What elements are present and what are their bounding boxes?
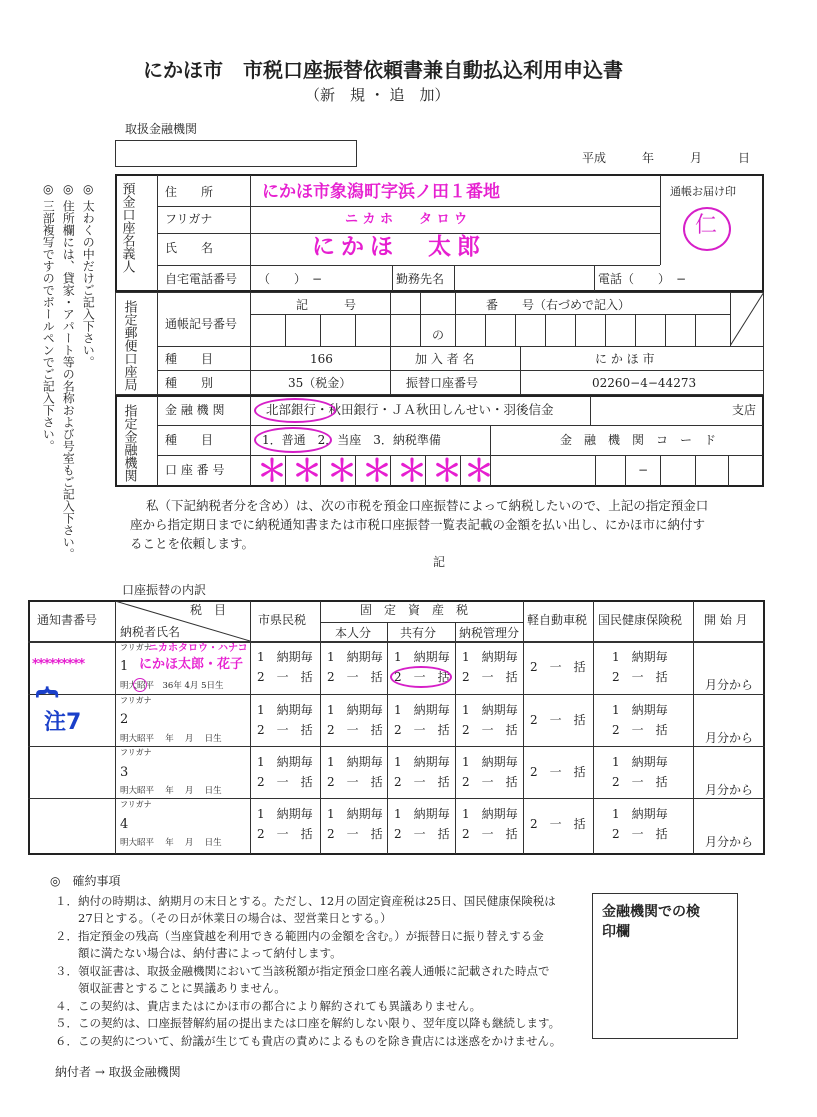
row2-col4-ikkatsu[interactable]: 2 一 括	[462, 723, 518, 737]
row3-furigana-label: フリガナ	[120, 748, 152, 757]
terms-item-2: 27日とする。（その日が休業日の場合は、翌営業日とする。）	[55, 911, 392, 925]
row3-era: 明大昭平 年 月 日生	[120, 786, 222, 796]
row2-furigana-label: フリガナ	[120, 696, 152, 705]
date-label: 平成 年 月 日	[582, 151, 751, 165]
kanri-header: 納税管理分	[459, 626, 520, 640]
row1-kokuho-nouki[interactable]: 1 納期毎	[612, 650, 668, 664]
row3-col3-nouki[interactable]: 1 納期毎	[394, 755, 450, 769]
kaishi-header: 開 始 月	[704, 613, 748, 627]
terms-item-4: 額に満たない場合は、納付書によって納付します。	[55, 946, 342, 960]
account-types: 1．普通 2．当座 3．納税準備	[262, 433, 441, 447]
row3-kokuho-ikkatsu[interactable]: 2 一 括	[612, 775, 668, 789]
postal-slash	[730, 292, 764, 346]
terms-item-3: ２．指定預金の残高（当座貸越を利用できる範囲内の金額を含む。）が振替日に振り替えする金	[55, 929, 544, 943]
row1-col2-nouki[interactable]: 1 納期毎	[327, 650, 383, 664]
row1-col1-ikkatsu[interactable]: 2 一 括	[257, 670, 313, 684]
phone-label: 自宅電話番号	[165, 272, 238, 286]
terms-title: ◎ 確約事項	[50, 874, 121, 888]
work-label: 勤務先名	[396, 272, 445, 286]
kotei-header: 固 定 資 産 税	[360, 603, 469, 617]
transfer-title: 口座振替の内訳	[122, 583, 207, 597]
row1-col3-ikkatsu[interactable]: 2 一 括	[394, 670, 450, 684]
kana-value[interactable]: ニ カ ホ タ ロ ウ	[345, 212, 468, 227]
side-note-2: ◎ 住所欄には、貸家・アパート等の名称および号室もご記入下さい。	[61, 182, 76, 560]
row2-era: 明大昭平 年 月 日生	[120, 734, 222, 744]
type-circle	[254, 427, 332, 453]
row2-col3-nouki[interactable]: 1 納期毎	[394, 703, 450, 717]
name-label: 氏 名	[165, 241, 214, 255]
row3-start-month[interactable]: 月分から	[705, 783, 754, 797]
row1-col2-ikkatsu[interactable]: 2 一 括	[327, 670, 383, 684]
phone-value[interactable]: （ ） −	[258, 272, 323, 286]
row1-furigana-label: フリガナ	[120, 643, 152, 652]
side-note-3: ◎ 三部複写ですのでボールペンでご記入下さい。	[41, 182, 56, 452]
row4-start-month[interactable]: 月分から	[705, 835, 754, 849]
acct-star-5: ＊	[397, 454, 427, 489]
nozeisha-header: 納税者氏名	[120, 625, 181, 639]
row2-keijidosha[interactable]: 2 一 括	[530, 713, 586, 727]
acct-star-7: ＊	[464, 454, 494, 489]
row4-keijidosha[interactable]: 2 一 括	[530, 817, 586, 831]
row4-kokuho-ikkatsu[interactable]: 2 一 括	[612, 827, 668, 841]
row1-kana: ニカホタロウ・ハナコ	[148, 643, 248, 654]
row1-stars: *********	[32, 657, 85, 672]
row1-kokuho-ikkatsu[interactable]: 2 一 括	[612, 670, 668, 684]
kanyu-value: に か ほ 市	[595, 352, 655, 366]
acct-star-2: ＊	[292, 454, 322, 489]
row4-era: 明大昭平 年 月 日生	[120, 838, 222, 848]
row4-col3-nouki[interactable]: 1 納期毎	[394, 807, 450, 821]
holder-section-label: 預金口座名義人	[119, 182, 135, 273]
row1-keijidosha[interactable]: 2 一 括	[530, 660, 586, 674]
row3-col1-nouki[interactable]: 1 納期毎	[257, 755, 313, 769]
seal-char: 仁	[695, 213, 718, 238]
stamp-label: 金融機関での検印欄	[602, 904, 700, 940]
statement-line-1: 私（下記納税者分を含め）は、次の市税を預金口座振替によって納税したいので、上記の指定預金口	[146, 498, 709, 513]
kyouyu-ikkatsu-circle	[390, 666, 452, 688]
terms-item-8: ５．この契約は、口座振替解約届の提出または口座を解約しない限り、翌年度以降も継続します。	[55, 1016, 561, 1030]
addr-value[interactable]: にかほ市象潟町字浜ノ田１番地	[262, 182, 500, 202]
row4-furigana-label: フリガナ	[120, 800, 152, 809]
number-label: 口 座 番 号	[165, 463, 225, 477]
row2-kokuho-nouki[interactable]: 1 納期毎	[612, 703, 668, 717]
row4-kokuho-nouki[interactable]: 1 納期毎	[612, 807, 668, 821]
acct-star-3: ＊	[327, 454, 357, 489]
statement-line-2: 座から指定期日までに納税通知書または市税口座振替一覧表記載の金額を払い出し、にかほ市に納付す	[130, 517, 706, 532]
row4-col4-nouki[interactable]: 1 納期毎	[462, 807, 518, 821]
row1-start-month[interactable]: 月分から	[705, 678, 754, 692]
row3-num: 3	[120, 765, 129, 780]
row1-col4-ikkatsu[interactable]: 2 一 括	[462, 670, 518, 684]
postal-section-label: 指定郵便口座局	[121, 300, 137, 391]
tsuchi-header: 通知書番号	[37, 613, 98, 627]
furikae-label: 振替口座番号	[406, 376, 479, 390]
bank-label: 取扱金融機関	[125, 122, 198, 136]
row4-col4-ikkatsu[interactable]: 2 一 括	[462, 827, 518, 841]
row3-col4-ikkatsu[interactable]: 2 一 括	[462, 775, 518, 789]
row2-col1-nouki[interactable]: 1 納期毎	[257, 703, 313, 717]
addr-label: 住 所	[165, 185, 214, 199]
note-7: 注7	[44, 710, 82, 735]
row3-kokuho-nouki[interactable]: 1 納期毎	[612, 755, 668, 769]
page-subtitle: （新 規 ・ 追 加）	[305, 86, 450, 104]
shiminzei-header: 市県民税	[258, 613, 307, 627]
shubetsu-label: 種 別	[165, 376, 214, 390]
bank-shumoku-label: 種 目	[165, 433, 214, 447]
shumoku-value: 166	[310, 352, 333, 366]
row2-col4-nouki[interactable]: 1 納期毎	[462, 703, 518, 717]
banks-list: 北部銀行・秋田銀行・ＪＡ秋田しんせい・羽後信金	[266, 402, 554, 417]
terms-item-9: ６．この契約について、紛議が生じても貴店の責めによるものを除き貴店には迷惑をかけません。	[55, 1034, 562, 1048]
terms-item-1: １．納付の時期は、納期月の末日とする。ただし、12月の固定資産税は25日、国民健康保険税は	[55, 894, 556, 908]
row1-col4-nouki[interactable]: 1 納期毎	[462, 650, 518, 664]
no-char: の	[432, 328, 445, 342]
bangou-label: 番 号（右づめで記入）	[486, 298, 631, 312]
zeimoku-header: 税 目	[190, 603, 227, 617]
statement-line-3: ることを依頼します。	[130, 536, 255, 551]
acct-star-4: ＊	[362, 454, 392, 489]
code-dash: −	[638, 463, 649, 477]
row1-name: にかほ太郎・花子	[139, 657, 244, 672]
row4-col1-ikkatsu[interactable]: 2 一 括	[257, 827, 313, 841]
note-brace: }	[32, 683, 61, 701]
row2-col2-ikkatsu[interactable]: 2 一 括	[327, 723, 383, 737]
row1-col3-nouki[interactable]: 1 納期毎	[394, 650, 450, 664]
bank-circle	[254, 398, 336, 423]
row1-col1-nouki[interactable]: 1 納期毎	[257, 650, 313, 664]
row2-col2-nouki[interactable]: 1 納期毎	[327, 703, 383, 717]
row2-col1-ikkatsu[interactable]: 2 一 括	[257, 723, 313, 737]
terms-item-5: ３．領収証書は、取扱金融機関において当該税額が指定預金口座名義人通帳に記載された時点で	[55, 964, 550, 978]
acct-star-1: ＊	[257, 454, 287, 489]
row3-col1-ikkatsu[interactable]: 2 一 括	[257, 775, 313, 789]
keijidosha-header: 軽自動車税	[527, 613, 588, 627]
row3-keijidosha[interactable]: 2 一 括	[530, 765, 586, 779]
honnin-header: 本人分	[335, 626, 372, 640]
terms-item-7: ４．この契約は、貴店またはにかほ市の都合により解約されても異議ありません。	[55, 999, 482, 1013]
era-circle	[133, 678, 147, 692]
footer-text: 納付者 → 取扱金融機関	[55, 1065, 181, 1079]
kana-label: フリガナ	[165, 212, 213, 226]
row3-col2-nouki[interactable]: 1 納期毎	[327, 755, 383, 769]
row3-col4-nouki[interactable]: 1 納期毎	[462, 755, 518, 769]
tsucho-label: 通帳記号番号	[165, 317, 238, 331]
terms-item-6: 領収証書とすることに異議ありません。	[55, 981, 286, 995]
tel-label: 電話（ ） −	[598, 272, 687, 286]
name-value[interactable]: にかほ 太郎	[312, 234, 486, 260]
row1-birth: 明大昭平 36年 4月 5日生	[120, 681, 224, 691]
row4-col1-nouki[interactable]: 1 納期毎	[257, 807, 313, 821]
ki-label: 記	[433, 555, 446, 569]
acct-star-6: ＊	[432, 454, 462, 489]
row4-num: 4	[120, 817, 129, 832]
page-title: にかほ市 市税口座振替依頼書兼自動払込利用申込書	[143, 58, 623, 82]
kanyu-label: 加 入 者 名	[415, 352, 475, 366]
bank-input[interactable]	[115, 140, 357, 167]
kyouyu-header: 共有分	[400, 626, 437, 640]
shumoku-label: 種 目	[165, 352, 214, 366]
row1-num: 1	[120, 659, 129, 674]
row2-start-month[interactable]: 月分から	[705, 731, 754, 745]
shiten-label: 支店	[732, 403, 757, 417]
row4-col2-nouki[interactable]: 1 納期毎	[327, 807, 383, 821]
kigou-label: 記 号	[296, 298, 357, 312]
side-note-1: ◎ 太わくの中だけご記入下さい。	[81, 182, 96, 368]
kokuho-header: 国民健康保険税	[598, 613, 683, 627]
row2-num: 2	[120, 712, 129, 727]
code-label: 金 融 機 関 コ ー ド	[560, 433, 717, 447]
kikan-label: 金 融 機 関	[165, 403, 225, 417]
row4-col2-ikkatsu[interactable]: 2 一 括	[327, 827, 383, 841]
shubetsu-value: 35（税金）	[288, 376, 352, 390]
row4-col3-ikkatsu[interactable]: 2 一 括	[394, 827, 450, 841]
row2-kokuho-ikkatsu[interactable]: 2 一 括	[612, 723, 668, 737]
bank-section-label: 指定金融機関	[121, 404, 137, 482]
row3-col3-ikkatsu[interactable]: 2 一 括	[394, 775, 450, 789]
seal-label: 通帳お届け印	[670, 185, 736, 198]
furikae-value: 02260−4−44273	[592, 376, 697, 390]
row2-col3-ikkatsu[interactable]: 2 一 括	[394, 723, 450, 737]
row3-col2-ikkatsu[interactable]: 2 一 括	[327, 775, 383, 789]
